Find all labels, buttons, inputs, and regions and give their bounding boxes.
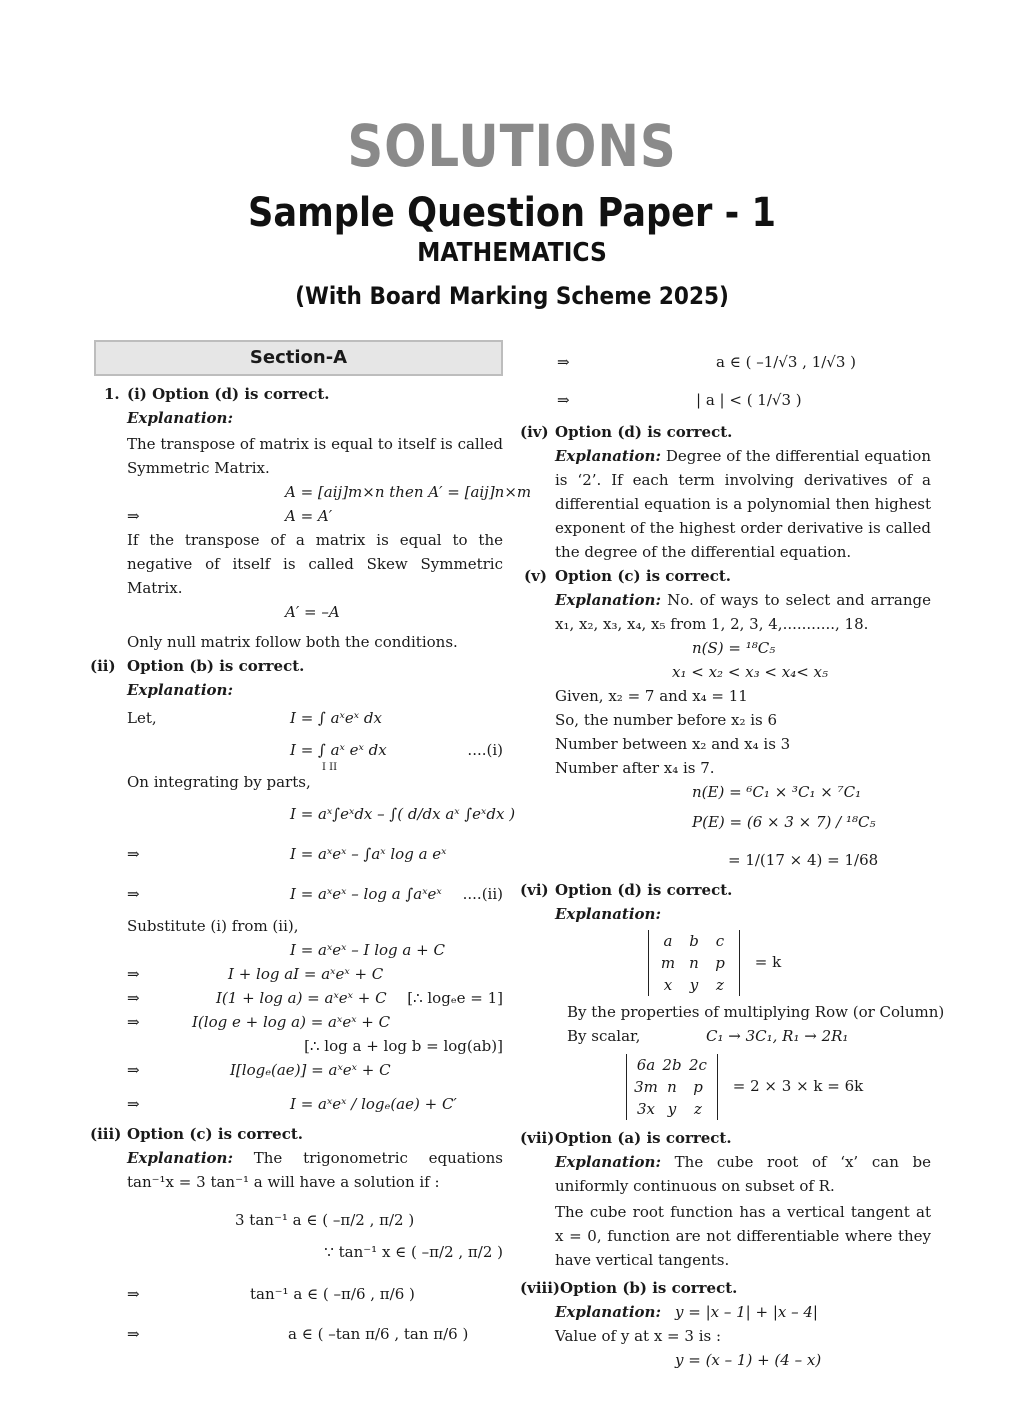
v-t3: Number between x₂ and x₄ is 3 — [555, 735, 791, 753]
determinant-2-rhs: = 2 × 3 × k = 6k — [732, 1077, 864, 1095]
ii-eq3: I = aˣ∫eˣdx – ∫( d/dx aˣ ∫eˣdx ) — [290, 805, 516, 823]
section-heading: Section-A — [94, 340, 503, 376]
explanation-label: Explanation: — [555, 591, 661, 609]
ii-tag1: ....(i) — [467, 741, 503, 759]
v-text-body: No. of ways to select and arrange x₁, x₂, x₃, x₄, x₅ from 1, 2, 3, 4,..........., 18. — [555, 591, 931, 633]
subject-title: MATHEMATICS — [417, 238, 607, 268]
v-option: Option (c) is correct. — [555, 567, 732, 585]
vii-text1 — [520, 1150, 931, 1198]
iii-text-body: The trigonometric equations tan⁻¹x = 3 tan⁻¹ a will have a solution if : — [127, 1149, 503, 1191]
explanation-label: Explanation: — [127, 1149, 233, 1167]
vii-text2: The cube root function has a vertical tangent at x = 0, function are not differentiable where they have vertical tangents. — [555, 1203, 931, 1269]
r-eq1: a ∈ ( –1/√3 , 1/√3 ) — [716, 353, 857, 371]
q1-i-eq2: A = A′ — [285, 507, 333, 525]
viii-eq1: y = |x – 1| + |x – 4| — [675, 1303, 818, 1321]
v-text — [520, 588, 931, 636]
implies-symbol: ⇒ — [127, 1325, 140, 1343]
iii-text — [90, 1146, 503, 1194]
matrix-cell: p — [715, 954, 725, 972]
question-number: 1. — [104, 385, 120, 403]
matrix-cell: a — [663, 932, 673, 950]
explanation-label: Explanation: — [127, 409, 233, 427]
vi-t3: C₁ → 3C₁, R₁ → 2R₁ — [706, 1027, 849, 1045]
q1-i-text1: The transpose of matrix is equal to itself is called Symmetric Matrix. — [127, 435, 503, 477]
v-t2: So, the number before x₂ is 6 — [555, 711, 778, 729]
viii-eq2: y = (x – 1) + (4 – x) — [675, 1351, 822, 1369]
iii-eq3: tan⁻¹ a ∈ ( –π/6 , π/6 ) — [250, 1285, 415, 1303]
matrix-cell: p — [693, 1078, 703, 1096]
ii-eq10: I[logₑ(ae)] = aˣeˣ + C — [230, 1061, 391, 1079]
v-eq2: x₁ < x₂ < x₃ < x₄< x₅ — [672, 663, 829, 681]
matrix-cell: y — [667, 1100, 677, 1118]
vi-t2: By scalar, — [567, 1027, 641, 1045]
q1-iii-label: (iii) — [90, 1125, 122, 1143]
ii-eq2: I = ∫ aˣ eˣ dx — [290, 741, 387, 759]
explanation-label: Explanation: — [555, 1303, 661, 1321]
implies-symbol: ⇒ — [127, 885, 140, 903]
ii-eq1: I = ∫ aˣeˣ dx — [290, 709, 382, 727]
matrix-cell: z — [694, 1100, 702, 1118]
matrix-cell: x — [663, 976, 673, 994]
implies-symbol: ⇒ — [127, 1095, 140, 1113]
implies-symbol: ⇒ — [557, 353, 570, 371]
ii-eq6: I = aˣeˣ – I log a + C — [290, 941, 445, 959]
r-eq2: | a | < ( 1/√3 ) — [696, 391, 802, 409]
ii-eq7: I + log aI = aˣeˣ + C — [228, 965, 384, 983]
explanation-label: Explanation: — [555, 1153, 661, 1171]
iii-eq4: a ∈ ( –tan π/6 , tan π/6 ) — [288, 1325, 469, 1343]
implies-symbol: ⇒ — [127, 1061, 140, 1079]
q1-i-text3: Only null matrix follow both the conditions. — [127, 633, 458, 651]
ii-eq4: I = aˣeˣ – ∫aˣ log a eˣ — [290, 845, 447, 863]
let-label: Let, — [127, 709, 157, 727]
iv-text — [520, 444, 931, 564]
determinant-1-rhs: = k — [754, 953, 782, 971]
iv-option: Option (d) is correct. — [555, 423, 733, 441]
v-eq3: n(E) = ⁶C₁ × ³C₁ × ⁷C₁ — [692, 783, 862, 801]
v-eq4: P(E) = (6 × 3 × 7) / ¹⁸C₅ — [692, 813, 876, 831]
matrix-cell: n — [689, 954, 699, 972]
q1-i-eq1: A = [aij]m×n then A′ = [aij]n×m — [285, 483, 532, 501]
q1-ii-option: Option (b) is correct. — [127, 657, 305, 675]
implies-symbol: ⇒ — [127, 989, 140, 1007]
ii-eq8: I(1 + log a) = aˣeˣ + C — [216, 989, 387, 1007]
iii-eq2: ∵ tan⁻¹ x ∈ ( –π/2 , π/2 ) — [324, 1243, 503, 1261]
ii-eq9: I(log e + log a) = aˣeˣ + C — [192, 1013, 391, 1031]
ii-text2: Substitute (i) from (ii), — [127, 917, 299, 935]
implies-symbol: ⇒ — [127, 965, 140, 983]
matrix-cell: 3x — [636, 1100, 655, 1118]
iii-eq1: 3 tan⁻¹ a ∈ ( –π/2 , π/2 ) — [235, 1211, 415, 1229]
determinant-1 — [648, 930, 781, 996]
explanation-label: Explanation: — [127, 681, 233, 699]
ii-note2: [∴ log a + log b = log(ab)] — [304, 1037, 503, 1055]
determinant-1-matrix — [648, 930, 740, 996]
vii-text1-body: The cube root of ‘x’ can be uniformly continuous on subset of R. — [555, 1153, 931, 1195]
vii-label: (vii) — [520, 1129, 555, 1147]
implies-symbol: ⇒ — [557, 391, 570, 409]
matrix-cell: y — [689, 976, 699, 994]
iv-label: (iv) — [520, 423, 549, 441]
viii-label: (viii) — [520, 1279, 561, 1297]
explanation-label: Explanation: — [555, 905, 661, 923]
matrix-cell: n — [667, 1078, 677, 1096]
q1-i-eq3: A′ = –A — [285, 603, 340, 621]
q1-iii-option: Option (c) is correct. — [127, 1125, 304, 1143]
ii-note1: [∴ logₑe = 1] — [407, 989, 503, 1007]
determinant-2 — [626, 1054, 863, 1120]
implies-symbol: ⇒ — [127, 507, 140, 525]
explanation-label: Explanation: — [555, 447, 661, 465]
matrix-cell: 2b — [662, 1056, 682, 1074]
q1-i-text2: If the transpose of a matrix is equal to the negative of itself is called Skew Symmetric Matrix. — [127, 531, 503, 597]
viii-t1: Value of y at x = 3 is : — [555, 1327, 722, 1345]
ii-eq11: I = aˣeˣ / logₑ(ae) + C′ — [290, 1095, 457, 1113]
matrix-cell: 6a — [636, 1056, 656, 1074]
implies-symbol: ⇒ — [127, 845, 140, 863]
vi-t1: By the properties of multiplying Row (or Column) — [567, 1003, 945, 1021]
v-eq5: = 1/(17 × 4) = 1/68 — [728, 851, 879, 869]
ii-tag2: ....(ii) — [462, 885, 503, 903]
viii-option: Option (b) is correct. — [560, 1279, 738, 1297]
ii-eq5: I = aˣeˣ – log a ∫aˣeˣ — [290, 885, 442, 903]
implies-symbol: ⇒ — [127, 1285, 140, 1303]
ii-text1: On integrating by parts, — [127, 773, 311, 791]
matrix-cell: c — [715, 932, 725, 950]
vii-option: Option (a) is correct. — [555, 1129, 732, 1147]
page-title: SOLUTIONS — [347, 112, 677, 180]
matrix-cell: 2c — [689, 1056, 707, 1074]
right-column — [520, 340, 945, 1372]
implies-symbol: ⇒ — [127, 1013, 140, 1031]
v-eq1: n(S) = ¹⁸C₅ — [692, 639, 776, 657]
determinant-2-matrix — [626, 1054, 718, 1120]
v-t1: Given, x₂ = 7 and x₄ = 11 — [555, 687, 748, 705]
left-column — [90, 340, 532, 1348]
iv-text-body: Degree of the differential equation is ‘2’. If each term involving derivatives of a differential equation is a polynomial then highest exponent of the highest order derivative is called the degree of the differential equation. — [555, 447, 931, 561]
ii-sub: I II — [322, 762, 338, 773]
v-label: (v) — [524, 567, 547, 585]
matrix-cell: b — [689, 932, 699, 950]
scheme-title: (With Board Marking Scheme 2025) — [295, 282, 729, 310]
vi-option: Option (d) is correct. — [555, 881, 733, 899]
v-t4: Number after x₄ is 7. — [555, 759, 715, 777]
matrix-cell: z — [716, 976, 724, 994]
vi-label: (vi) — [520, 881, 549, 899]
q1-ii-label: (ii) — [90, 657, 116, 675]
matrix-cell: 3m — [634, 1078, 658, 1096]
paper-title: Sample Question Paper - 1 — [247, 190, 777, 236]
q1-i-label: (i) Option (d) is correct. — [127, 385, 330, 403]
matrix-cell: m — [660, 954, 676, 972]
